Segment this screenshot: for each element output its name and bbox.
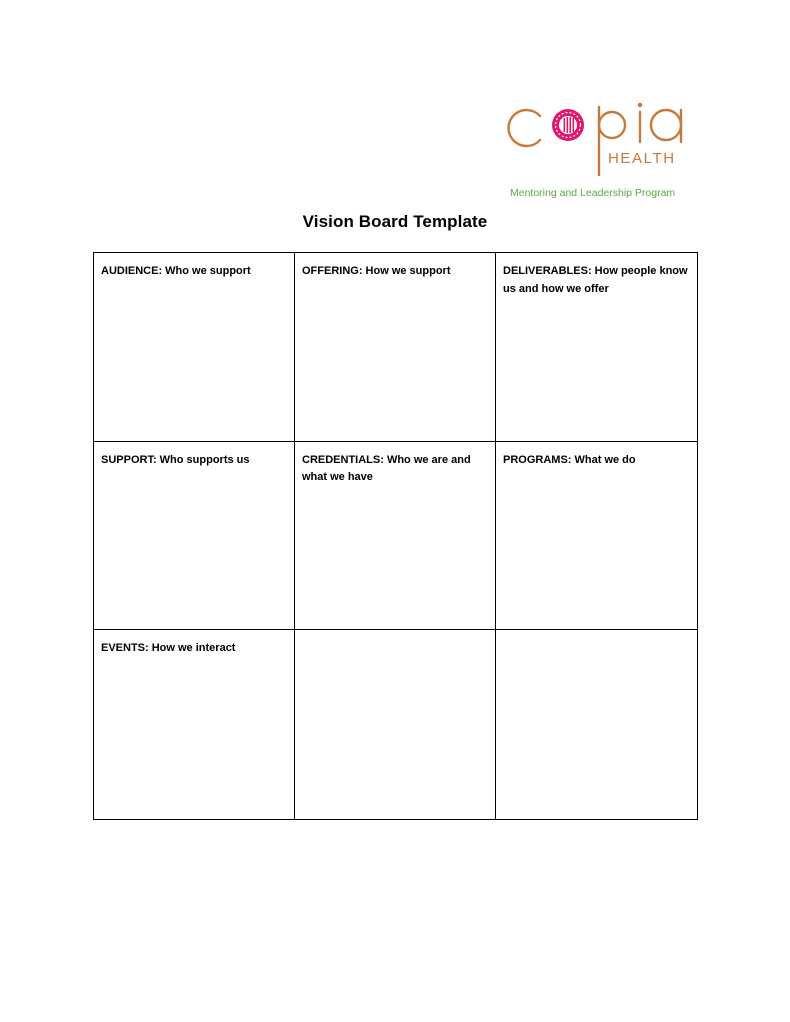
cell-deliverables: DELIVERABLES: How people know us and how we offer — [496, 253, 697, 442]
cell-programs: PROGRAMS: What we do — [496, 442, 697, 631]
logo-tagline: Mentoring and Leadership Program — [510, 187, 676, 199]
brand-name: HEALTH — [608, 150, 676, 167]
cell-empty-2 — [496, 630, 697, 819]
copia-emblem-icon — [552, 109, 584, 141]
cell-audience: AUDIENCE: Who we support — [94, 253, 295, 442]
vision-board-grid — [93, 252, 698, 820]
cell-offering: OFFERING: How we support — [295, 253, 496, 442]
copia-health-logo — [500, 95, 700, 205]
cell-events: EVENTS: How we interact — [94, 630, 295, 819]
page-title: Vision Board Template — [302, 212, 488, 231]
cell-support: SUPPORT: Who supports us — [94, 442, 295, 631]
cell-credentials: CREDENTIALS: Who we are and what we have — [295, 442, 496, 631]
cell-empty-1 — [295, 630, 496, 819]
